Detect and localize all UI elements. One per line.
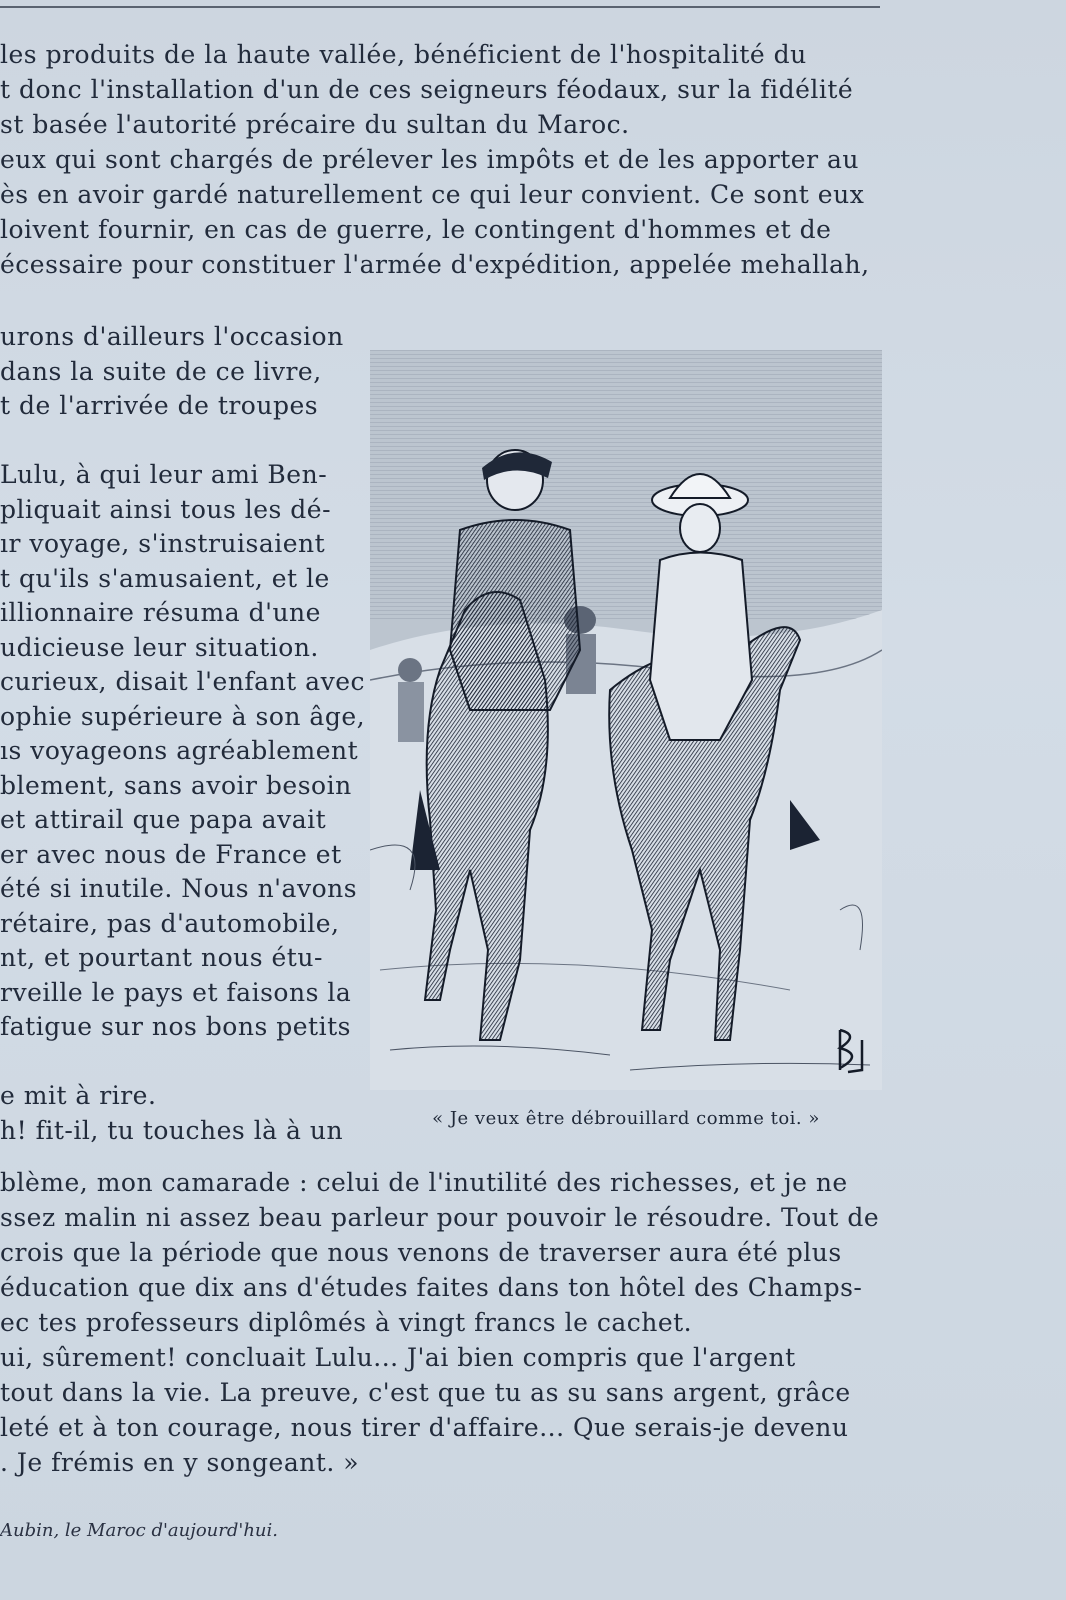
- text-line: t donc l'installation d'un de ces seigneurs féodaux, sur la fidélité: [0, 75, 854, 104]
- text-line: t de l'arrivée de troupes: [0, 391, 319, 420]
- text-line: t qu'ils s'amusaient, et le: [0, 563, 330, 593]
- text-line: ophie supérieure à son âge,: [0, 701, 366, 731]
- text-line: ec tes professeurs diplômés à vingt francs le cachet.: [0, 1308, 693, 1337]
- text-line: crois que la période que nous venons de traverser aura été plus: [0, 1238, 842, 1267]
- text-line: e mit à rire.: [0, 1081, 157, 1110]
- footnote: Aubin, le Maroc d'aujourd'hui.: [0, 1520, 278, 1541]
- text-line: blement, sans avoir besoin: [0, 770, 352, 800]
- text-line: illionnaire résuma d'une: [0, 598, 321, 627]
- text-line: ès en avoir gardé naturellement ce qui leur convient. Ce sont eux: [0, 180, 865, 209]
- text-line: éducation que dix ans d'études faites dans ton hôtel des Champs-: [0, 1273, 863, 1302]
- text-line: eux qui sont chargés de prélever les impôts et de les apporter au: [0, 145, 860, 174]
- text-line: nt, et pourtant nous étu-: [0, 943, 323, 972]
- text-line: pliquait ainsi tous les dé-: [0, 494, 332, 524]
- text-line: Lulu, à qui leur ami Ben-: [0, 460, 328, 489]
- text-line: ui, sûrement! concluait Lulu... J'ai bien compris que l'argent: [0, 1343, 796, 1372]
- text-line: dans la suite de ce livre,: [0, 356, 322, 386]
- text-line: h! fit-il, tu touches là à un: [0, 1115, 344, 1145]
- text-line: urons d'ailleurs l'occasion: [0, 322, 344, 351]
- text-line: écessaire pour constituer l'armée d'expédition, appelée mehallah,: [0, 250, 870, 279]
- text-line: udicieuse leur situation.: [0, 632, 319, 662]
- text-line: les produits de la haute vallée, bénéficient de l'hospitalité du: [0, 40, 807, 69]
- text-line: blème, mon camarade : celui de l'inutilité des richesses, et je ne: [0, 1168, 848, 1197]
- text-line: tout dans la vie. La preuve, c'est que tu as su sans argent, grâce: [0, 1378, 851, 1407]
- text-line: fatigue sur nos bons petits: [0, 1012, 351, 1041]
- text-line: st basée l'autorité précaire du sultan du Maroc.: [0, 110, 630, 139]
- top-rule: [0, 6, 880, 8]
- text-line: et attirail que papa avait: [0, 805, 327, 834]
- engraving-illustration: [370, 350, 882, 1090]
- text-line: rétaire, pas d'automobile,: [0, 908, 340, 938]
- text-line: leté et à ton courage, nous tirer d'affaire... Que serais-je devenu: [0, 1413, 849, 1442]
- text-line: été si inutile. Nous n'avons: [0, 874, 358, 903]
- illustration-caption: « Je veux être débrouillard comme toi. »: [432, 1108, 820, 1129]
- text-line: ıs voyageons agréablement: [0, 736, 359, 765]
- text-line: . Je frémis en y songeant. »: [0, 1448, 360, 1477]
- text-line: ır voyage, s'instruisaient: [0, 529, 326, 558]
- text-line: er avec nous de France et: [0, 839, 342, 869]
- text-line: rveille le pays et faisons la: [0, 977, 352, 1007]
- text-line: ssez malin ni assez beau parleur pour pouvoir le résoudre. Tout de: [0, 1203, 880, 1232]
- text-line: curieux, disait l'enfant avec: [0, 667, 366, 696]
- text-line: loivent fournir, en cas de guerre, le contingent d'hommes et de: [0, 215, 832, 244]
